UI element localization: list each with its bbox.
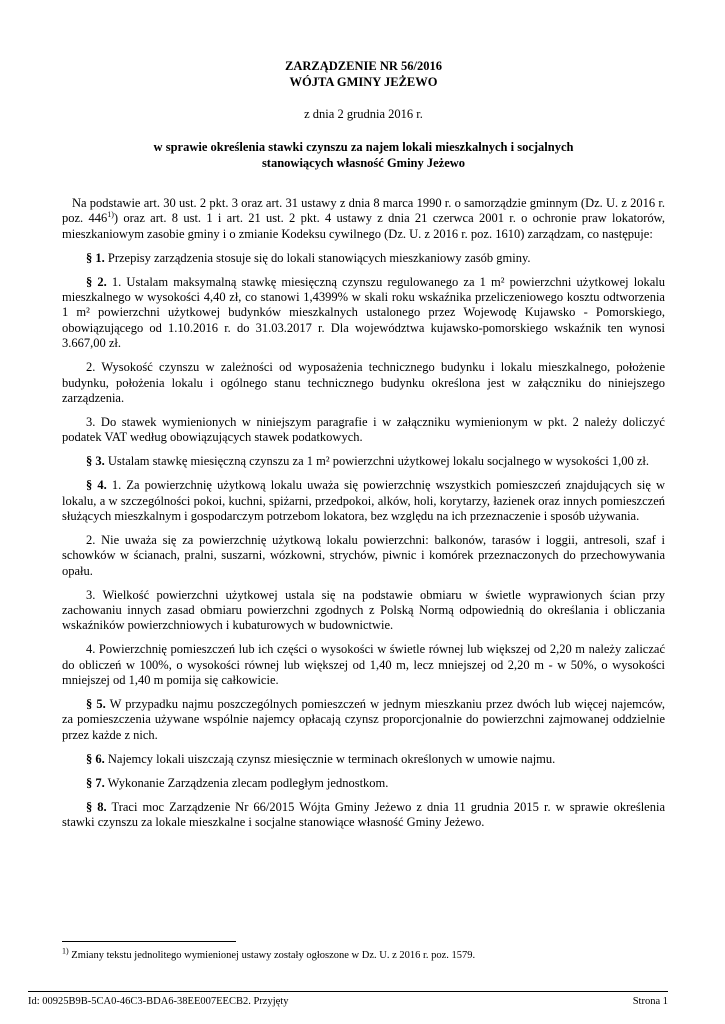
section-8-mark: § 8. bbox=[86, 799, 107, 814]
section-2-point-2: 2. Wysokość czynszu w zależności od wyposażenia technicznego budynku i lokalu mieszkalnego, położenie budynku, położenia lokalu i ogólnego stanu technicznego budynku określona jest w załączniku do niniejszego zarządzenia. bbox=[62, 360, 665, 405]
section-2-mark: § 2. bbox=[86, 274, 107, 289]
title-line-2: WÓJTA GMINY JEŻEWO bbox=[289, 75, 438, 89]
document-subject bbox=[62, 139, 665, 171]
document-title bbox=[62, 58, 665, 90]
page-number: Strona 1 bbox=[632, 996, 668, 1007]
document-body bbox=[62, 196, 665, 839]
subject-line-2: stanowiących własność Gminy Jeżewo bbox=[261, 156, 466, 170]
section-4-mark: § 4. bbox=[86, 478, 107, 493]
section-7: § 7. Wykonanie Zarządzenia zlecam podległym jednostkom. bbox=[86, 775, 389, 790]
section-3-mark: § 3. bbox=[86, 454, 105, 469]
section-3: § 3. Ustalam stawkę miesięczną czynszu za 1 m² powierzchni użytkowej lokalu socjalnego w wysokości 1,00 zł. bbox=[86, 454, 649, 469]
section-1-mark: § 1. bbox=[86, 250, 105, 265]
section-8: § 8. Traci moc Zarządzenie Nr 66/2015 Wójta Gminy Jeżewo z dnia 11 grudnia 2015 r. w sprawie określenia stawki czynszu za lokale mieszkalne i socjalne stanowiące własność Gminy Jeżewo. bbox=[62, 799, 665, 829]
subject-line-1: w sprawie określenia stawki czynszu za najem lokali mieszkalnych i socjalnych bbox=[153, 140, 574, 154]
section-4-point-3: 3. Wielkość powierzchni użytkowej ustala się na podstawie obmiaru w świetle wyprawionych ścian przy zachowaniu innych zasad obmiaru powierzchni zgodnych z Polską Normą odpowiednią do określania i obliczania wskaźników powierzchniowych i kubaturowych w budownictwie. bbox=[62, 587, 665, 633]
footnote-text: Zmiany tekstu jednolitego wymienionej ustawy zostały ogłoszone w Dz. U. z 2016 r. poz. 1579. bbox=[68, 950, 476, 961]
section-2: § 2. 1. Ustalam maksymalną stawkę miesięczną czynszu regulowanego za 1 m² powierzchni użytkowej lokalu mieszkalnego w wysokości 4,40 zł, co stanowi 1,4399% w skali roku wskaźnika przeliczeniowego kosztu odtworzenia 1 m² powierzchni użytkowej budynków mieszkalnych ustalonego przez Wojewodę Kujawsko - Pomorskiego, obowiązującego od 1.10.2016 r. do 31.03.2017 r. Dla województwa kujawsko-pomorskiego wskaźnik ten wynosi 3.667,00 zł. bbox=[62, 274, 665, 351]
section-4-point-2: 2. Nie uważa się za powierzchnię użytkową lokalu powierzchni: balkonów, tarasów i loggii, antresoli, szaf i schowków w ścianach, pralni, suszarni, wózkowni, strychów, piwnic i komórek przeznaczonych do przechowywania opału. bbox=[62, 532, 665, 578]
document-date: z dnia 2 grudnia 2016 r. bbox=[304, 107, 423, 121]
section-1: § 1. Przepisy zarządzenia stosuje się do lokali stanowiących mieszkaniowy zasób gminy. bbox=[86, 250, 531, 265]
footer-divider bbox=[28, 991, 668, 992]
preamble: Na podstawie art. 30 ust. 2 pkt. 3 oraz art. 31 ustawy z dnia 8 marca 1990 r. o samorządzie gminnym (Dz. U. z 2016 r. poz. 446$^{1)}$) oraz art. 8 ust. 1 i art. 21 ust. 2 pkt. 4 ustawy z dnia 21 czerwca 2001 r. o ochronie praw lokatorów, mieszkaniowym zasobie gminy i o zmianie Kodeksu cywilnego (Dz. U. z 2016 r. poz. 1610) zarządzam, co następuje: bbox=[62, 196, 665, 241]
section-6-mark: § 6. bbox=[86, 751, 105, 766]
section-4-point-4: 4. Powierzchnię pomieszczeń lub ich części o wysokości w świetle równej lub większej od 2,20 m należy zaliczać do obliczeń w 100%, o wysokości równej lub większej od 1,40 m, lecz mniejszej od 2,20 m - w 50%, o wysokości mniejszej od 1,40 m pomija się całkowicie. bbox=[62, 642, 665, 688]
title-line-1: ZARZĄDZENIE NR 56/2016 bbox=[285, 59, 442, 73]
section-6: § 6. Najemcy lokali uiszczają czynsz miesięcznie w terminach określonych w umowie najmu. bbox=[86, 751, 556, 766]
section-4: § 4. 1. Za powierzchnię użytkową lokalu uważa się powierzchnię wszystkich pomieszczeń znajdujących się w lokalu, a w szczególności pokoi, kuchni, spiżarni, przedpokoi, alków, holi, korytarzy, łazienek oraz innych pomieszczeń służących mieszkalnym i gospodarczym potrzebom lokatora, bez względu na ich przeznaczenie i sposób używania. bbox=[62, 478, 666, 523]
footnote-ref: 1) bbox=[107, 210, 114, 220]
section-5-mark: § 5. bbox=[86, 696, 106, 711]
section-7-mark: § 7. bbox=[86, 775, 105, 790]
footnote bbox=[62, 946, 665, 961]
footnote-marker: 1) bbox=[62, 946, 69, 956]
document-id: Id: 00925B9B-5CA0-46C3-BDA6-38EE007EECB2. Przyjęty bbox=[28, 996, 289, 1007]
section-2-point-3: 3. Do stawek wymienionych w niniejszym paragrafie i w załączniku wymienionym w pkt. 2 należy doliczyć podatek VAT według obowiązujących stawek podatkowych. bbox=[62, 414, 665, 445]
section-5: § 5. W przypadku najmu poszczególnych pomieszczeń w jednym mieszkaniu przez dwóch lub więcej najemców, za pomieszczenia używane wspólnie najemcy opłacają czynsz proporcjonalnie do powierzchni zajmowanej oddzielnie przez każde z nich. bbox=[62, 696, 665, 742]
footnote-divider bbox=[62, 941, 236, 942]
